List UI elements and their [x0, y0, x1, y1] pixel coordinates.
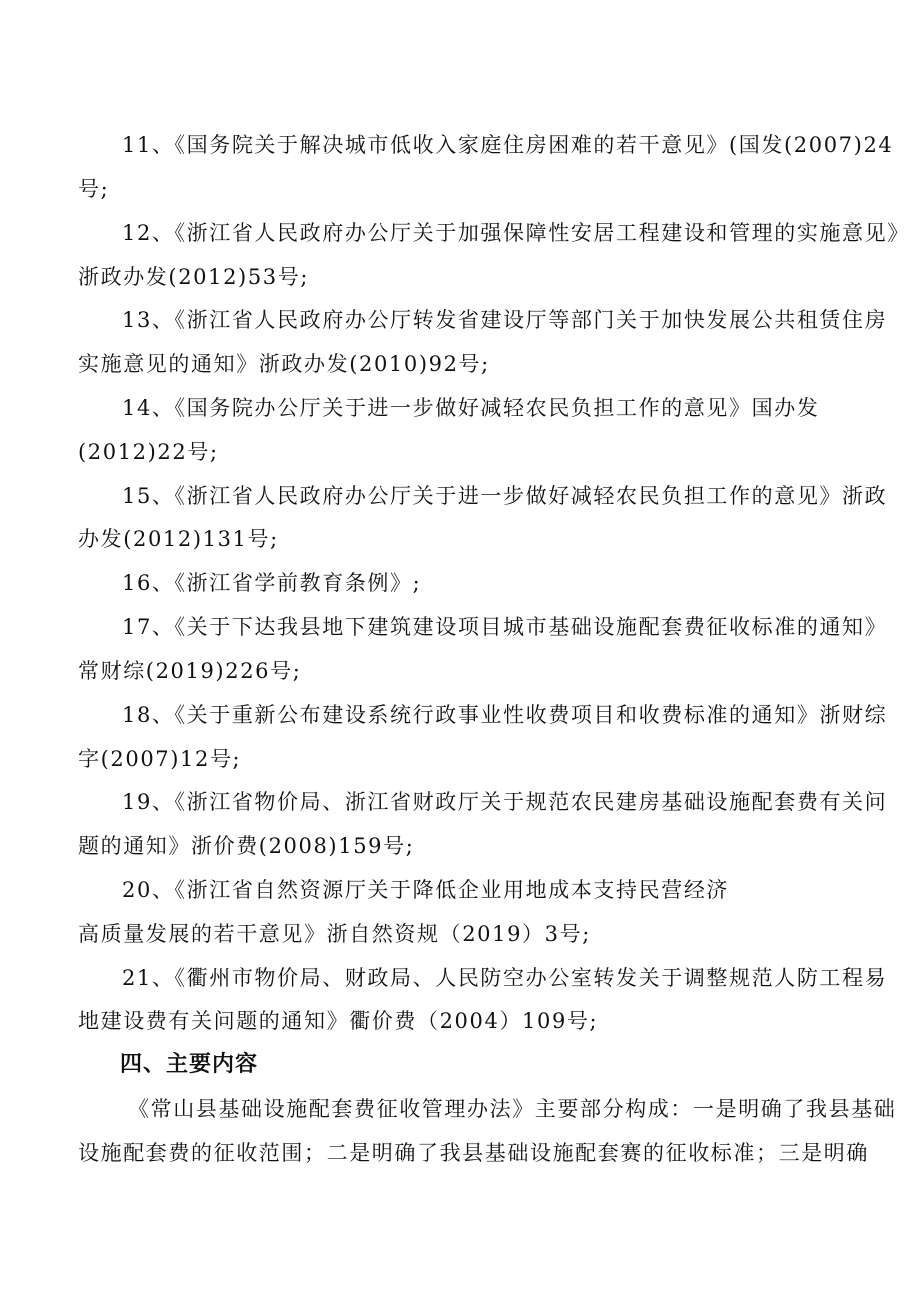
- item-14-line-1: 14、《国务院办公厅关于进一步做好减轻农民负担工作的意见》国办发: [122, 396, 820, 420]
- section-heading: 四、主要内容: [120, 1052, 259, 1077]
- item-16-line-1: 16、《浙江省学前教育条例》;: [122, 571, 422, 595]
- item-17-line-2: 常财综(2019)226号;: [78, 659, 302, 683]
- item-19-line-1: 19、《浙江省物价局、浙江省财政厅关于规范农民建房基础设施配套费有关问: [122, 790, 888, 814]
- item-18-line-2: 字(2007)12号;: [78, 747, 242, 771]
- item-21-line-1: 21、《衢州市物价局、财政局、人民防空办公室转发关于调整规范人防工程易: [122, 966, 888, 990]
- item-14-line-2: (2012)22号;: [78, 440, 219, 464]
- item-17-line-1: 17、《关于下达我县地下建筑建设项目城市基础设施配套费征收标准的通知》: [122, 615, 888, 639]
- item-12-line-2: 浙政办发(2012)53号;: [78, 265, 310, 289]
- item-15-line-1: 15、《浙江省人民政府办公厅关于进一步做好减轻农民负担工作的意见》浙政: [122, 484, 888, 508]
- body-line-2: 设施配套费的征收范围；二是明确了我县基础设施配套赛的征收标准；三是明确: [78, 1141, 869, 1165]
- item-11-line-1: 11、《国务院关于解决城市低收入家庭住房困难的若干意见》(国发(2007)24: [122, 133, 894, 157]
- item-18-line-1: 18、《关于重新公布建设系统行政事业性收费项目和收费标准的通知》浙财综: [122, 703, 888, 727]
- item-11-line-2: 号;: [78, 177, 110, 201]
- item-12-line-1: 12、《浙江省人民政府办公厅关于加强保障性安居工程建设和管理的实施意见》: [122, 221, 910, 245]
- item-21-line-2: 地建设费有关问题的通知》衢价费（2004）109号;: [78, 1009, 599, 1033]
- item-20-line-2: 高质量发展的若干意见》浙自然资规（2019）3号;: [78, 922, 591, 946]
- item-13-line-2: 实施意见的通知》浙政办发(2010)92号;: [78, 352, 490, 376]
- item-13-line-1: 13、《浙江省人民政府办公厅转发省建设厅等部门关于加快发展公共租赁住房: [122, 308, 888, 332]
- item-19-line-2: 题的通知》浙价费(2008)159号;: [78, 834, 415, 858]
- body-line-1: 《常山县基础设施配套费征收管理办法》主要部分构成：一是明确了我县基础: [128, 1097, 897, 1121]
- item-15-line-2: 办发(2012)131号;: [78, 527, 279, 551]
- item-20-line-1: 20、《浙江省自然资源厅关于降低企业用地成本支持民营经济: [122, 878, 730, 902]
